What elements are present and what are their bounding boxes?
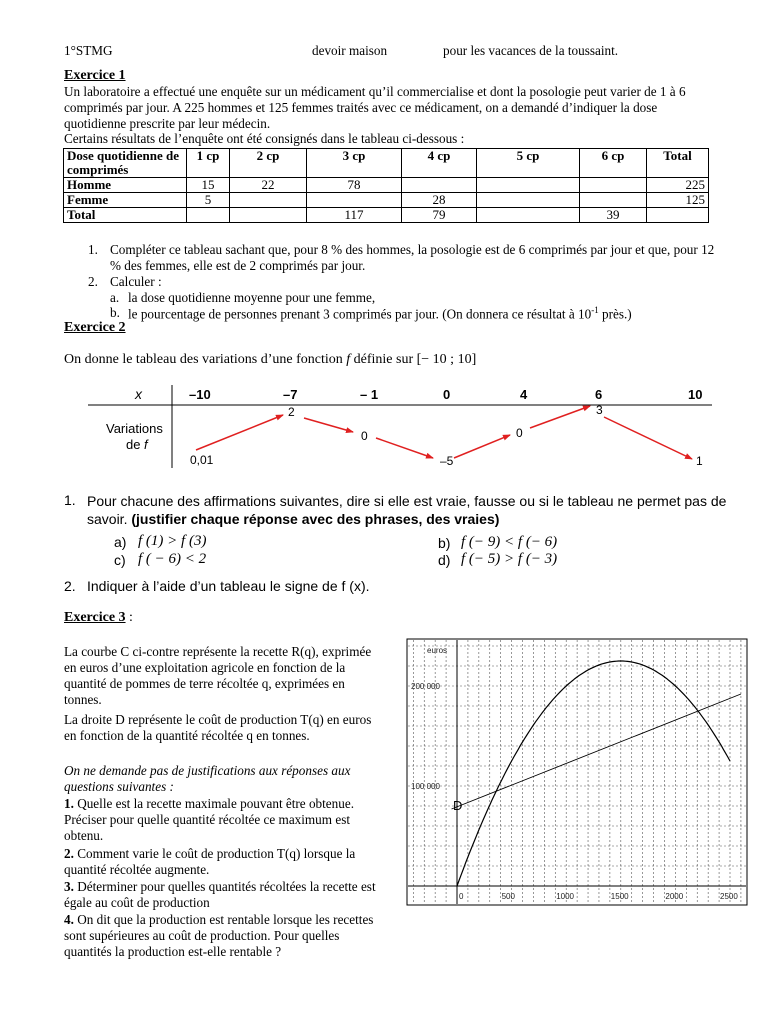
row-label: Total [64, 208, 187, 223]
var-row-label: Variations [106, 421, 163, 436]
var-row-label-2: de [126, 437, 141, 452]
var-value: 0,01 [190, 453, 214, 467]
ex2-d: f (− 5) > f (− 3) [461, 551, 558, 567]
var-arrow-up [454, 435, 510, 458]
ex2-intro-end: définie sur [− 10 ; 10] [350, 352, 477, 367]
var-value: 1 [696, 454, 703, 468]
ex2-intro-text: On donne le tableau des variations d’une fonction [64, 352, 347, 367]
ex2-q2: Indiquer à l’aide d’un tableau le signe de f (x). [87, 578, 370, 594]
table-cell: 15 [187, 178, 230, 193]
ex3-q3-text: Déterminer pour quelles quantités récoltées la recette est égale au coût de production [64, 879, 376, 910]
header-title: devoir maison [312, 43, 388, 58]
var-x-value: 4 [520, 387, 528, 402]
ex3-q2-num: 2. [64, 846, 74, 861]
table-cell [580, 193, 647, 208]
ex1-q2a: la dose quotidienne moyenne pour une femme, [128, 290, 376, 305]
header-subtitle: pour les vacances de la toussaint. [443, 43, 619, 58]
var-x-value: 10 [688, 387, 703, 402]
x-tick-label: 1000 [556, 892, 574, 901]
ex3-title-wrap [64, 610, 133, 626]
ex2-b: f (− 9) < f (− 6) [461, 534, 558, 550]
revenue-cost-chart [406, 638, 748, 906]
table-cell: 79 [402, 208, 477, 223]
ex2-a: f (1) > f (3) [138, 533, 207, 549]
ex2-title: Exercice 2 [64, 320, 126, 335]
ex1-q2: Calculer : [110, 274, 162, 289]
ex3-p3: On ne demande pas de justifications aux réponses aux questions suivantes : [64, 763, 351, 794]
y-tick-label: 200 000 [411, 682, 440, 691]
ex2-q1-bold: (justifier chaque réponse avec des phrases, des vraies) [131, 511, 500, 527]
x-tick-label: 2500 [720, 892, 738, 901]
x-tick-label: 0 [459, 892, 464, 901]
ex3-q1 [64, 796, 376, 844]
table-cell: 78 [307, 178, 402, 193]
table-cell [477, 193, 580, 208]
table-cell [230, 208, 307, 223]
table-cell: 125 [647, 193, 709, 208]
ex3-q2 [64, 846, 376, 878]
ex3-q3 [64, 879, 376, 911]
var-value: –5 [440, 454, 454, 468]
table-header: 6 cp [580, 149, 647, 178]
var-x-value: –10 [189, 387, 211, 402]
ex3-q1-text: Quelle est la recette maximale pouvant être obtenue. Préciser pour quelle quantité récoltée ce maximum est obtenu. [64, 796, 355, 843]
ex1-q2b-text-end: près.) [598, 306, 632, 322]
table-cell: 117 [307, 208, 402, 223]
ex3-q4 [64, 912, 382, 960]
var-value: 2 [288, 405, 295, 419]
var-x-value: – 1 [360, 387, 379, 402]
table-cell [402, 178, 477, 193]
var-arrow-up [196, 415, 283, 450]
ex2-q1-num: 1. [64, 492, 76, 508]
ex1-q2b-num: b. [110, 305, 120, 320]
var-arrow-down [604, 417, 692, 459]
var-value: 3 [596, 403, 603, 417]
ex3-q3-num: 3. [64, 879, 74, 894]
ex1-q2b [128, 305, 632, 322]
ex2-f: f [346, 352, 351, 367]
ex1-intro: Un laboratoire a effectué une enquête sur un médicament qu’il commercialise et dont la posologie peut varier de 1 à 6 comprimés par jour. A 225 hommes et 125 femmes traités avec ce médicament, on a demandé d’indiquer la dose quotidienne prescrite par leur médecin. [64, 84, 686, 131]
ex2-intro [64, 352, 476, 368]
x-tick-label: 1500 [610, 892, 629, 901]
variation-table [0, 380, 768, 480]
ex2-c: f ( − 6) < 2 [138, 551, 207, 567]
ex2-b-num: b) [438, 535, 451, 551]
ex1-q2b-text: le pourcentage de personnes prenant 3 comprimés par jour. (On donnera ce résultat à 10 [128, 306, 592, 322]
table-row [64, 178, 709, 193]
table-cell [647, 208, 709, 223]
ex1-q2-num: 2. [88, 274, 98, 289]
ex3-title-suffix: : [125, 610, 133, 625]
table-cell: 28 [402, 193, 477, 208]
var-row-f: f [144, 437, 148, 452]
table-cell: 225 [647, 178, 709, 193]
table-cell [230, 193, 307, 208]
x-tick-label: 2000 [665, 892, 684, 901]
table-cell [477, 178, 580, 193]
ex3-q1-num: 1. [64, 796, 74, 811]
ex2-a-num: a) [114, 534, 127, 550]
table-header: 4 cp [402, 149, 477, 178]
ex2-q2-num: 2. [64, 578, 76, 594]
ex1-intro2: Certains résultats de l’enquête ont été consignés dans le tableau ci-dessous : [64, 131, 465, 146]
ex3-q2-text: Comment varie le coût de production T(q) lorsque la quantité récoltée augmente. [64, 846, 356, 877]
table-cell [307, 193, 402, 208]
ex1-q1-num: 1. [88, 242, 98, 257]
var-arrow-down [376, 438, 433, 458]
var-x-label: x [135, 386, 142, 402]
ex1-q2b-exp: -1 [591, 305, 599, 315]
table-header: 3 cp [307, 149, 402, 178]
ex1-q2a-num: a. [110, 290, 120, 305]
table-header-dose: Dose quotidienne de comprimés [64, 149, 187, 178]
row-label: Femme [64, 193, 187, 208]
table-header: 2 cp [230, 149, 307, 178]
ex2-q1-text: Pour chacune des affirmations suivantes, dire si elle est vraie, fausse ou si le tableau ne permet pas de savoir. [87, 493, 727, 527]
ex3-title: Exercice 3 [64, 610, 126, 625]
x-tick-label: 500 [501, 892, 515, 901]
table-header: Total [647, 149, 709, 178]
ex1-q1: Compléter ce tableau sachant que, pour 8 % des hommes, la posologie est de 6 comprimés par jour et que, pour 12 % des femmes, elle est de 2 comprimés par jour. [110, 242, 715, 273]
y-axis-label: euros [427, 646, 448, 655]
table-header-row [64, 149, 709, 178]
table-header: 1 cp [187, 149, 230, 178]
ex3-q4-num: 4. [64, 912, 74, 927]
table-cell: 22 [230, 178, 307, 193]
curve-C-revenue [457, 661, 730, 886]
table-row [64, 208, 709, 223]
table-header: 5 cp [477, 149, 580, 178]
var-value: 0 [516, 426, 523, 440]
var-arrow-down [304, 418, 353, 432]
results-table [63, 148, 709, 223]
ex2-c-num: c) [114, 552, 126, 568]
y-tick-label: 100 000 [411, 782, 440, 791]
header-class: 1°STMG [64, 43, 113, 58]
label-D: D [453, 798, 463, 813]
table-cell: 39 [580, 208, 647, 223]
chart-grid [408, 640, 746, 904]
table-cell [477, 208, 580, 223]
ex2-q1 [87, 492, 727, 528]
var-x-value: 0 [443, 387, 451, 402]
ex3-p2: La droite D représente le coût de production T(q) en euros en fonction de la quantité récoltée q en tonnes. [64, 712, 372, 743]
var-value: 0 [361, 429, 368, 443]
ex1-title: Exercice 1 [64, 68, 126, 83]
table-cell [580, 178, 647, 193]
chart-labels [453, 798, 462, 813]
table-cell: 5 [187, 193, 230, 208]
var-x-value: 6 [595, 387, 603, 402]
var-x-value: –7 [283, 387, 298, 402]
table-row [64, 193, 709, 208]
var-arrow-up [530, 406, 590, 428]
ex3-p1: La courbe C ci-contre représente la recette R(q), exprimée en euros d’une exploitation agricole en fonction de la quantité de pommes de terre récoltée q, exprimées en tonnes. [64, 644, 372, 707]
ex2-d-num: d) [438, 552, 451, 568]
table-cell [187, 208, 230, 223]
line-D-cost [452, 694, 741, 809]
row-label: Homme [64, 178, 187, 193]
ex3-q4-text: On dit que la production est rentable lorsque les recettes sont supérieures au coût de production. Pour quelles quantités la production est-elle rentable ? [64, 912, 374, 959]
